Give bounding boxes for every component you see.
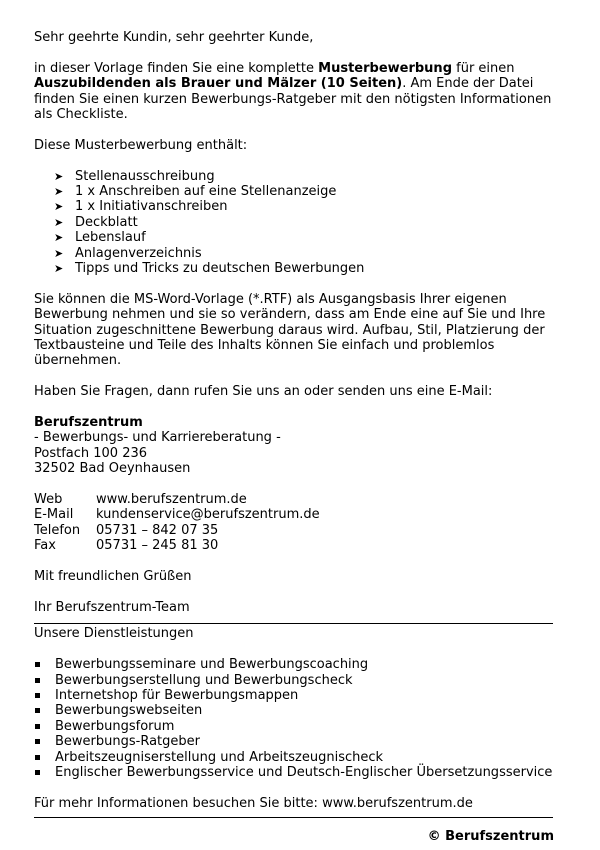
intro-paragraph — [34, 61, 554, 123]
service-label: Arbeitszeugniserstellung und Arbeitszeugnischeck — [55, 749, 384, 765]
spacer — [34, 780, 554, 795]
intro-text-3: . Am Ende der Datei finden Sie einen kurzen Bewerbungs-Ratgeber mit den nötigsten Informationen als Checkliste. — [34, 76, 552, 123]
company-name-bold: Berufszentrum — [34, 415, 143, 431]
arrow-bullet-icon: ➤ — [54, 262, 64, 276]
contact-label: Fax — [34, 538, 56, 554]
contact-label: Telefon — [34, 522, 81, 538]
divider — [34, 817, 553, 818]
service-label: Bewerbungsforum — [55, 718, 175, 734]
list-item-label: Stellenausschreibung — [75, 168, 215, 184]
closing-line: Mit freundlichen Grüßen — [34, 569, 192, 585]
list-item — [34, 734, 554, 749]
contact-label: Web — [34, 492, 63, 508]
list-item — [54, 215, 554, 230]
spacer — [34, 642, 554, 657]
spacer — [34, 615, 554, 623]
contact-row-email — [34, 507, 554, 522]
service-label: Internetshop für Bewerbungsmappen — [55, 687, 299, 703]
list-item — [34, 688, 554, 703]
square-bullet-icon — [35, 693, 40, 698]
list-item — [54, 246, 554, 261]
copyright-notice: © Berufszentrum — [427, 829, 554, 844]
list-item — [54, 184, 554, 199]
spacer — [34, 369, 554, 384]
intro-text-2: für einen — [452, 60, 515, 76]
list-item-label: Deckblatt — [75, 214, 138, 230]
service-label: Bewerbungserstellung und Bewerbungscheck — [55, 672, 353, 688]
arrow-bullet-icon: ➤ — [54, 169, 64, 183]
list-item-label: Anlagenverzeichnis — [75, 245, 202, 261]
arrow-bullet-icon: ➤ — [54, 200, 64, 214]
spacer — [34, 477, 554, 492]
spacer — [34, 400, 554, 415]
list-item — [34, 673, 554, 688]
service-label: Bewerbungsseminare und Bewerbungscoaching — [55, 657, 369, 673]
intro-bold-2: Auszubildenden als Brauer und Mälzer (10 Seiten) — [34, 76, 403, 92]
more-info-line: Für mehr Informationen besuchen Sie bitte: www.berufszentrum.de — [34, 795, 473, 811]
intro-text-1: in dieser Vorlage finden Sie eine komplette — [34, 60, 319, 76]
company-name — [34, 415, 554, 430]
square-bullet-icon — [35, 708, 40, 713]
list-item-label: Lebenslauf — [75, 230, 146, 246]
spacer — [34, 585, 554, 600]
spacer — [34, 45, 554, 60]
list-item — [54, 199, 554, 214]
contact-row-web — [34, 492, 554, 507]
list-item — [34, 657, 554, 672]
intro-bold-1: Musterbewerbung — [318, 60, 452, 76]
spacer — [34, 153, 554, 168]
city-line: 32502 Bad Oeynhausen — [34, 461, 191, 477]
phone-number: 05731 – 842 07 35 — [96, 522, 219, 538]
document-page — [34, 30, 554, 818]
usage-paragraph: Sie können die MS-Word-Vorlage (*.RTF) als Ausgangsbasis Ihrer eigenen Bewerbung nehmen und sie so verändern, dass am Ende eine auf Sie und Ihre Situation zugeschnittene Bewerbung daraus wird. Aufbau, Stil, Platzierung der Textbausteine und Teile des Inhalts können Sie einfach und problemlos übernehmen. — [34, 291, 546, 369]
email-link[interactable]: kundenservice@berufszentrum.de — [96, 507, 320, 523]
square-bullet-icon — [35, 755, 40, 760]
web-link[interactable]: www.berufszentrum.de — [96, 492, 247, 508]
company-tagline: - Bewerbungs- und Karriereberatung - — [34, 430, 281, 446]
contact-block — [34, 492, 554, 554]
square-bullet-icon — [35, 739, 40, 744]
contents-heading: Diese Musterbewerbung enthält: — [34, 137, 248, 153]
list-item — [34, 719, 554, 734]
services-list — [34, 657, 554, 780]
list-item — [34, 750, 554, 765]
spacer — [34, 276, 554, 291]
postbox-line: Postfach 100 236 — [34, 445, 148, 461]
spacer — [34, 122, 554, 137]
arrow-bullet-icon: ➤ — [54, 185, 64, 199]
square-bullet-icon — [35, 662, 40, 667]
list-item — [34, 703, 554, 718]
fax-number: 05731 – 245 81 30 — [96, 538, 219, 554]
contents-list — [34, 169, 554, 277]
list-item — [54, 261, 554, 276]
square-bullet-icon — [35, 724, 40, 729]
contact-row-phone — [34, 523, 554, 538]
list-item — [34, 765, 554, 780]
greeting: Sehr geehrte Kundin, sehr geehrter Kunde, — [34, 30, 314, 45]
list-item-label: 1 x Anschreiben auf eine Stellenanzeige — [75, 184, 337, 200]
contact-row-fax — [34, 538, 554, 553]
service-label: Englischer Bewerbungsservice und Deutsch-Englischer Übersetzungsservice — [55, 764, 553, 780]
list-item-label: Tipps und Tricks zu deutschen Bewerbungen — [75, 261, 365, 277]
service-label: Bewerbungswebseiten — [55, 703, 203, 719]
contact-label: E-Mail — [34, 507, 74, 523]
service-label: Bewerbungs-Ratgeber — [55, 734, 200, 750]
square-bullet-icon — [35, 678, 40, 683]
square-bullet-icon — [35, 770, 40, 775]
arrow-bullet-icon: ➤ — [54, 246, 64, 260]
services-heading: Unsere Dienstleistungen — [34, 626, 194, 642]
questions-line: Haben Sie Fragen, dann rufen Sie uns an oder senden uns eine E-Mail: — [34, 384, 493, 400]
list-item-label: 1 x Initiativanschreiben — [75, 199, 228, 215]
list-item — [54, 169, 554, 184]
spacer — [34, 554, 554, 569]
signature-line: Ihr Berufszentrum-Team — [34, 599, 190, 615]
arrow-bullet-icon: ➤ — [54, 215, 64, 229]
arrow-bullet-icon: ➤ — [54, 231, 64, 245]
list-item — [54, 230, 554, 245]
